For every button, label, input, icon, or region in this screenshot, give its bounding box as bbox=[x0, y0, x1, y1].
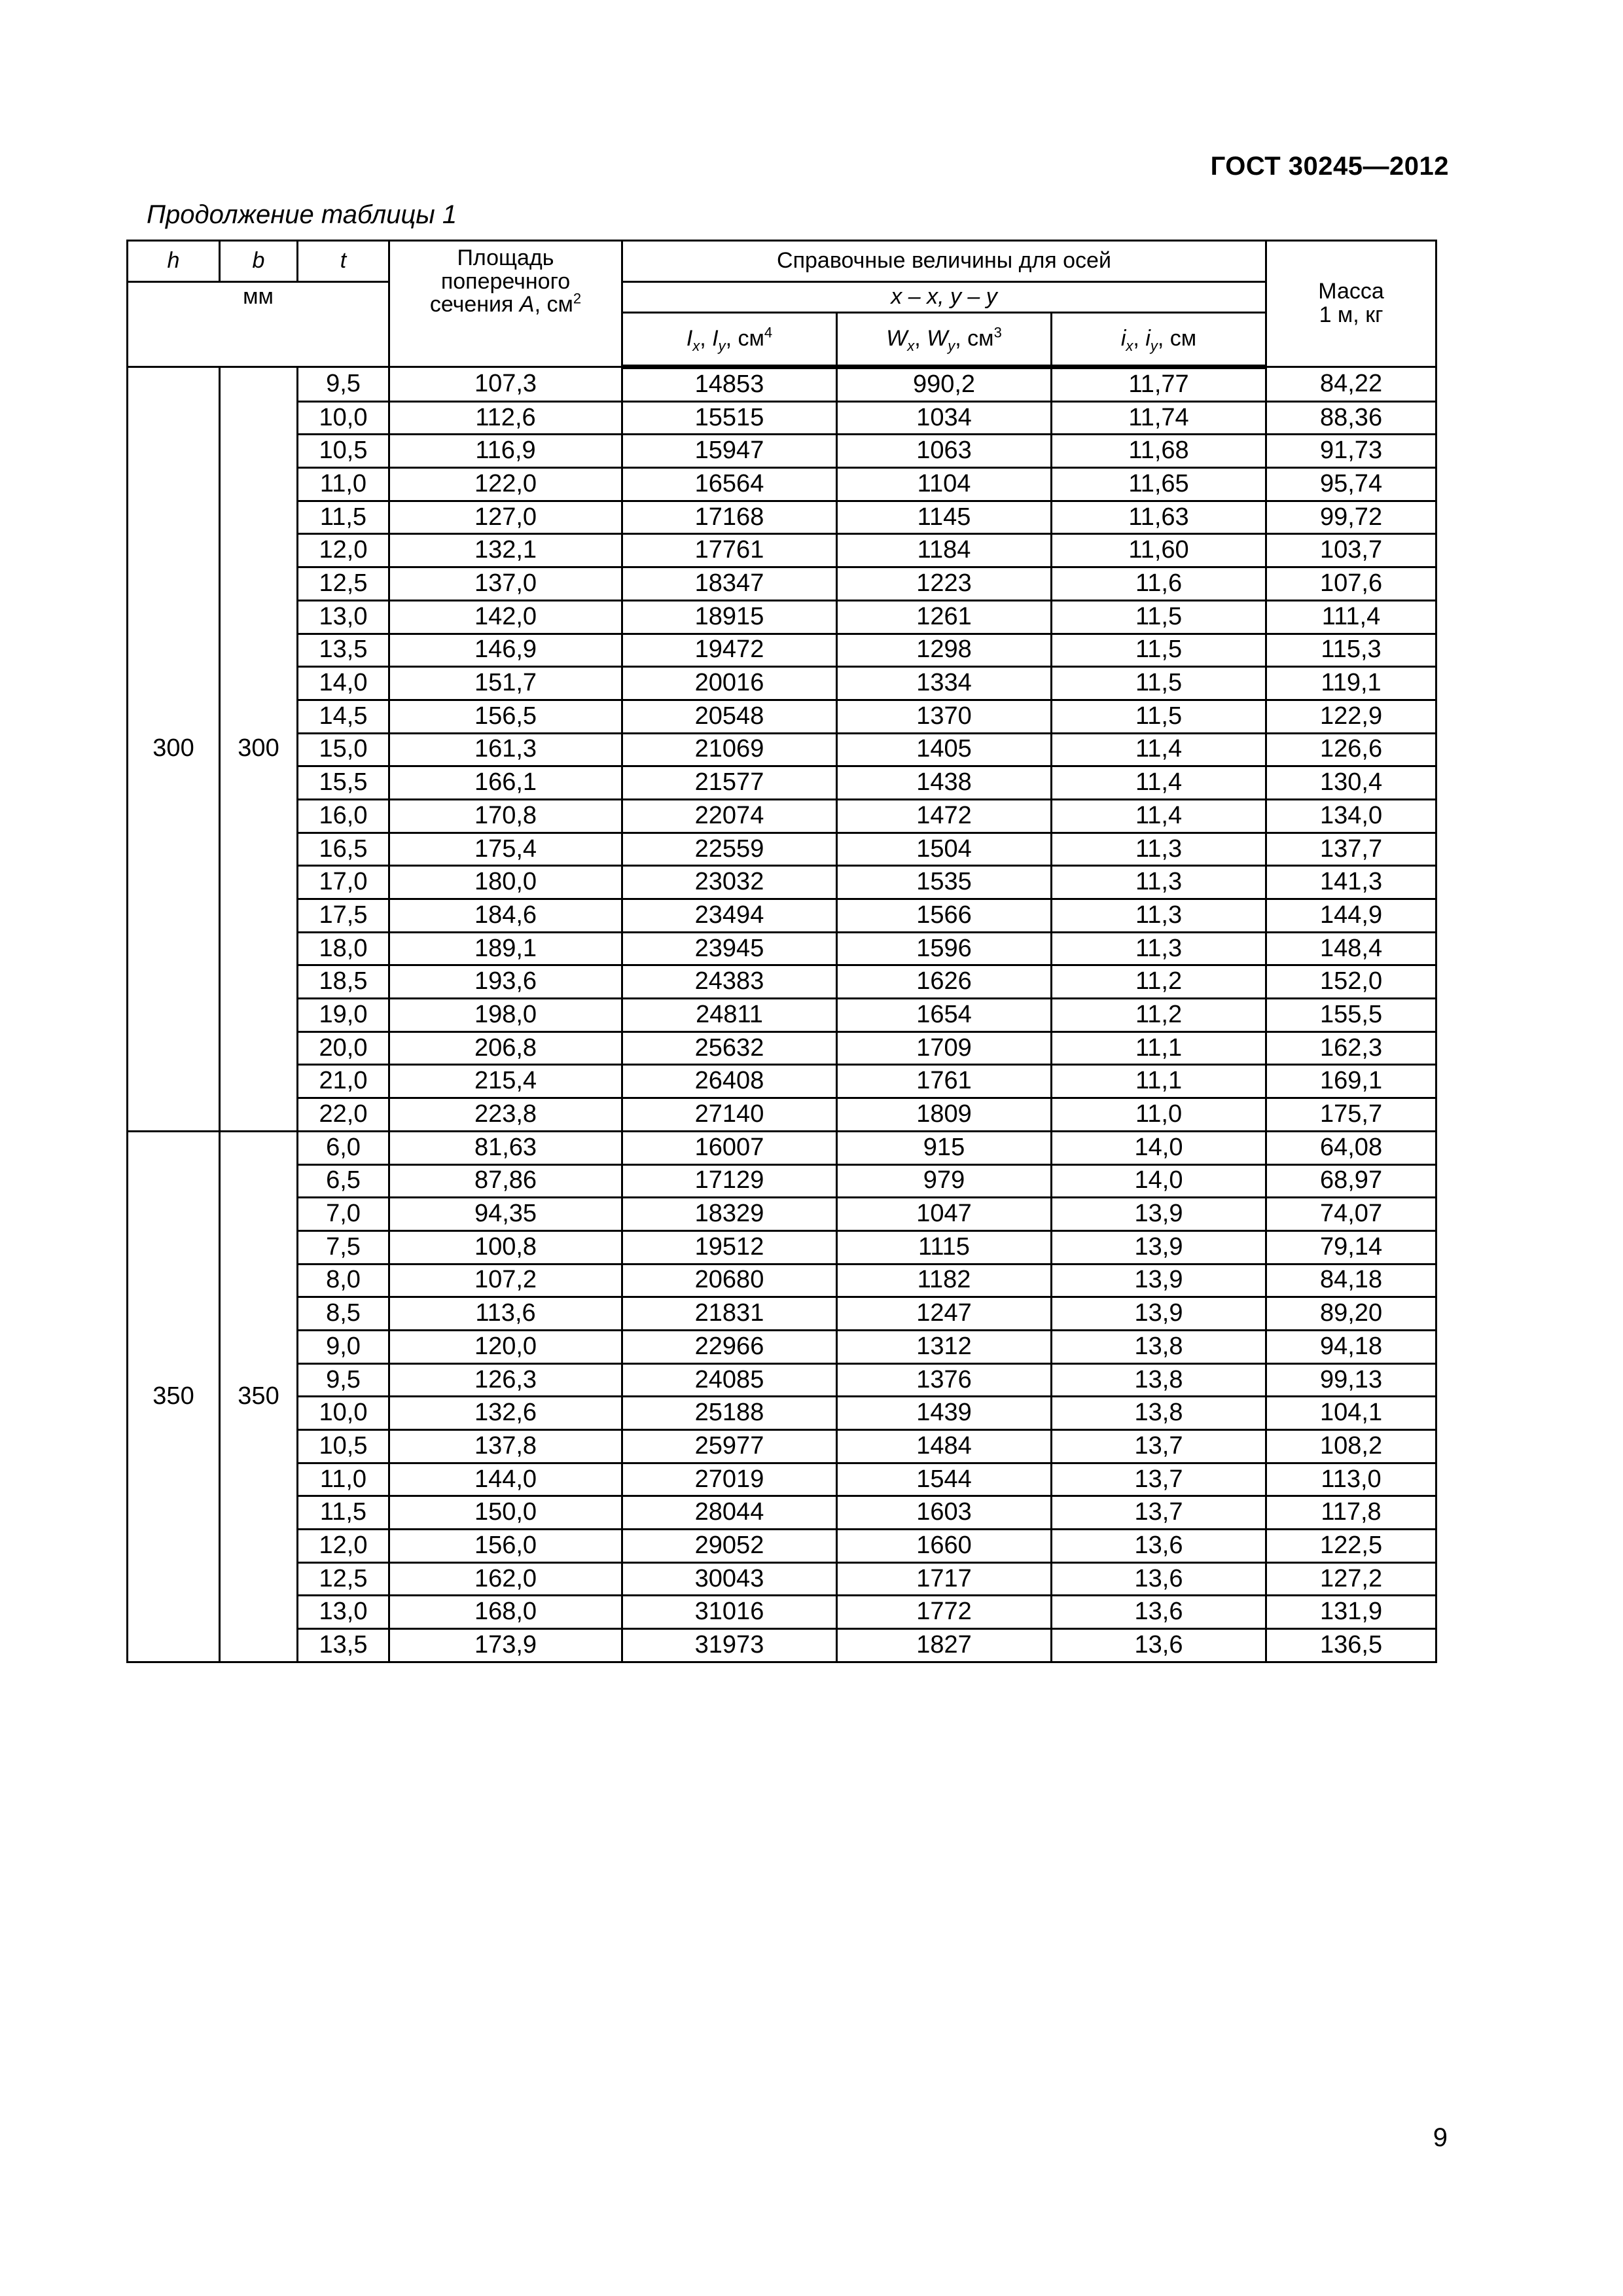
cell-radius: 11,5 bbox=[1052, 700, 1266, 733]
cell-mass: 64,08 bbox=[1266, 1131, 1436, 1164]
cell-area: 170,8 bbox=[389, 799, 622, 833]
cell-area: 180,0 bbox=[389, 866, 622, 899]
cell-area: 150,0 bbox=[389, 1496, 622, 1530]
cell-inertia: 17168 bbox=[622, 501, 837, 534]
cell-modulus: 1145 bbox=[837, 501, 1052, 534]
table-row bbox=[128, 1065, 1436, 1098]
cell-area: 156,0 bbox=[389, 1530, 622, 1563]
cell-modulus: 979 bbox=[837, 1164, 1052, 1198]
table-row bbox=[128, 999, 1436, 1032]
cell-t: 16,5 bbox=[298, 833, 389, 866]
cell-inertia: 18329 bbox=[622, 1198, 837, 1231]
cell-radius: 14,0 bbox=[1052, 1164, 1266, 1198]
cell-mass: 108,2 bbox=[1266, 1430, 1436, 1463]
table-header bbox=[128, 241, 1436, 367]
cell-mass: 113,0 bbox=[1266, 1463, 1436, 1496]
cell-t: 19,0 bbox=[298, 999, 389, 1032]
cell-radius: 11,60 bbox=[1052, 534, 1266, 567]
cell-t: 11,5 bbox=[298, 1496, 389, 1530]
cell-modulus: 1034 bbox=[837, 401, 1052, 435]
cell-mass: 148,4 bbox=[1266, 932, 1436, 965]
cell-mass: 122,9 bbox=[1266, 700, 1436, 733]
cell-area: 137,0 bbox=[389, 567, 622, 601]
cell-radius: 11,4 bbox=[1052, 799, 1266, 833]
cell-t: 12,0 bbox=[298, 534, 389, 567]
cell-inertia: 25977 bbox=[622, 1430, 837, 1463]
table-row bbox=[128, 932, 1436, 965]
cell-radius: 11,5 bbox=[1052, 634, 1266, 667]
table-row bbox=[128, 600, 1436, 634]
cell-mass: 130,4 bbox=[1266, 766, 1436, 800]
cell-inertia: 28044 bbox=[622, 1496, 837, 1530]
cell-t: 17,0 bbox=[298, 866, 389, 899]
cell-t: 17,5 bbox=[298, 899, 389, 933]
cell-mass: 137,7 bbox=[1266, 833, 1436, 866]
header-area bbox=[389, 241, 622, 367]
cell-t: 11,0 bbox=[298, 1463, 389, 1496]
cell-modulus: 1603 bbox=[837, 1496, 1052, 1530]
cell-modulus: 1376 bbox=[837, 1363, 1052, 1397]
cell-modulus: 1544 bbox=[837, 1463, 1052, 1496]
header-area-line2: поперечного bbox=[440, 268, 571, 294]
header-h: h bbox=[128, 241, 220, 282]
cell-t: 9,5 bbox=[298, 1363, 389, 1397]
cell-area: 137,8 bbox=[389, 1430, 622, 1463]
cell-area: 223,8 bbox=[389, 1098, 622, 1132]
cell-t: 11,5 bbox=[298, 501, 389, 534]
cell-radius: 11,68 bbox=[1052, 435, 1266, 468]
header-mass-line2: 1 м, кг bbox=[1319, 302, 1383, 327]
header-area-line3: сечения A, $см^2$ bbox=[429, 291, 582, 317]
cell-area: 175,4 bbox=[389, 833, 622, 866]
cell-mass: 104,1 bbox=[1266, 1397, 1436, 1430]
cell-area: 132,1 bbox=[389, 534, 622, 567]
cell-inertia: 21577 bbox=[622, 766, 837, 800]
cell-inertia: 26408 bbox=[622, 1065, 837, 1098]
header-axes: x – x, y – y bbox=[622, 282, 1266, 313]
table-row bbox=[128, 1264, 1436, 1297]
cell-inertia: 27140 bbox=[622, 1098, 837, 1132]
cell-modulus: 1654 bbox=[837, 999, 1052, 1032]
header-mass bbox=[1266, 241, 1436, 367]
cell-modulus: 1626 bbox=[837, 965, 1052, 999]
cell-t: 10,5 bbox=[298, 435, 389, 468]
cell-inertia: 21831 bbox=[622, 1297, 837, 1331]
cell-radius: 13,6 bbox=[1052, 1629, 1266, 1662]
table-row bbox=[128, 833, 1436, 866]
table-row bbox=[128, 501, 1436, 534]
cell-radius: 11,2 bbox=[1052, 965, 1266, 999]
cell-area: 215,4 bbox=[389, 1065, 622, 1098]
cell-area: 162,0 bbox=[389, 1562, 622, 1596]
table-row bbox=[128, 567, 1436, 601]
cell-modulus: 1223 bbox=[837, 567, 1052, 601]
table-row bbox=[128, 1198, 1436, 1231]
cell-radius: 13,6 bbox=[1052, 1562, 1266, 1596]
cell-area: 142,0 bbox=[389, 600, 622, 634]
cell-mass: 99,13 bbox=[1266, 1363, 1436, 1397]
cell-inertia: 20680 bbox=[622, 1264, 837, 1297]
cell-modulus: 1370 bbox=[837, 700, 1052, 733]
table-row bbox=[128, 401, 1436, 435]
cell-radius: 11,4 bbox=[1052, 766, 1266, 800]
cell-t: 15,0 bbox=[298, 733, 389, 766]
header-section-modulus: $W_x$, $W_y$, $см^3$ bbox=[837, 313, 1052, 367]
cell-mass: 103,7 bbox=[1266, 534, 1436, 567]
cell-t: 10,0 bbox=[298, 1397, 389, 1430]
cell-modulus: 1717 bbox=[837, 1562, 1052, 1596]
cell-modulus: 1772 bbox=[837, 1596, 1052, 1629]
cell-t: 10,5 bbox=[298, 1430, 389, 1463]
cell-inertia: 23032 bbox=[622, 866, 837, 899]
cell-b: 350 bbox=[220, 1131, 298, 1662]
header-b: b bbox=[220, 241, 298, 282]
cell-mass: 117,8 bbox=[1266, 1496, 1436, 1530]
cell-modulus: 1334 bbox=[837, 667, 1052, 700]
cell-mass: 175,7 bbox=[1266, 1098, 1436, 1132]
cell-mass: 68,97 bbox=[1266, 1164, 1436, 1198]
cell-modulus: 1439 bbox=[837, 1397, 1052, 1430]
cell-t: 12,5 bbox=[298, 1562, 389, 1596]
cell-radius: 11,1 bbox=[1052, 1065, 1266, 1098]
table-row bbox=[128, 1397, 1436, 1430]
table-row bbox=[128, 468, 1436, 501]
cell-t: 18,0 bbox=[298, 932, 389, 965]
cell-mass: 89,20 bbox=[1266, 1297, 1436, 1331]
cell-area: 94,35 bbox=[389, 1198, 622, 1231]
cell-radius: 14,0 bbox=[1052, 1131, 1266, 1164]
cell-inertia: 24383 bbox=[622, 965, 837, 999]
cell-inertia: 25188 bbox=[622, 1397, 837, 1430]
cell-mass: 141,3 bbox=[1266, 866, 1436, 899]
table-caption: Продолжение таблицы 1 bbox=[147, 200, 457, 229]
table-row bbox=[128, 1430, 1436, 1463]
cell-area: 87,86 bbox=[389, 1164, 622, 1198]
table-row bbox=[128, 1530, 1436, 1563]
header-mass-line1: Масса bbox=[1318, 279, 1384, 304]
cell-t: 18,5 bbox=[298, 965, 389, 999]
cell-modulus: 1660 bbox=[837, 1530, 1052, 1563]
table-row bbox=[128, 866, 1436, 899]
cell-area: 173,9 bbox=[389, 1629, 622, 1662]
table-row bbox=[128, 1297, 1436, 1331]
cell-modulus: 1761 bbox=[837, 1065, 1052, 1098]
cell-t: 6,5 bbox=[298, 1164, 389, 1198]
cell-modulus: 1063 bbox=[837, 435, 1052, 468]
table-row bbox=[128, 1562, 1436, 1596]
cell-area: 198,0 bbox=[389, 999, 622, 1032]
cell-area: 120,0 bbox=[389, 1330, 622, 1363]
table-body bbox=[128, 367, 1436, 1662]
cell-inertia: 23945 bbox=[622, 932, 837, 965]
cell-area: 107,3 bbox=[389, 367, 622, 402]
cell-mass: 122,5 bbox=[1266, 1530, 1436, 1563]
table-row bbox=[128, 1330, 1436, 1363]
cell-mass: 94,18 bbox=[1266, 1330, 1436, 1363]
cell-modulus: 1827 bbox=[837, 1629, 1052, 1662]
cell-mass: 107,6 bbox=[1266, 567, 1436, 601]
cell-modulus: 1405 bbox=[837, 733, 1052, 766]
table-row bbox=[128, 634, 1436, 667]
table-row bbox=[128, 435, 1436, 468]
cell-modulus: 1247 bbox=[837, 1297, 1052, 1331]
cell-t: 14,0 bbox=[298, 667, 389, 700]
table-row bbox=[128, 733, 1436, 766]
cell-t: 8,0 bbox=[298, 1264, 389, 1297]
cell-t: 10,0 bbox=[298, 401, 389, 435]
cell-modulus: 1182 bbox=[837, 1264, 1052, 1297]
cell-inertia: 16564 bbox=[622, 468, 837, 501]
cell-area: 113,6 bbox=[389, 1297, 622, 1331]
cell-inertia: 15515 bbox=[622, 401, 837, 435]
cell-radius: 11,5 bbox=[1052, 600, 1266, 634]
cell-area: 146,9 bbox=[389, 634, 622, 667]
cell-t: 8,5 bbox=[298, 1297, 389, 1331]
cell-modulus: 1809 bbox=[837, 1098, 1052, 1132]
cell-radius: 13,7 bbox=[1052, 1430, 1266, 1463]
cell-t: 9,0 bbox=[298, 1330, 389, 1363]
cell-mass: 99,72 bbox=[1266, 501, 1436, 534]
cell-radius: 13,8 bbox=[1052, 1330, 1266, 1363]
cell-t: 22,0 bbox=[298, 1098, 389, 1132]
cell-area: 189,1 bbox=[389, 932, 622, 965]
profile-table bbox=[126, 240, 1437, 1663]
cell-modulus: 1596 bbox=[837, 932, 1052, 965]
cell-radius: 13,8 bbox=[1052, 1397, 1266, 1430]
cell-mass: 115,3 bbox=[1266, 634, 1436, 667]
table-row bbox=[128, 667, 1436, 700]
cell-modulus: 1312 bbox=[837, 1330, 1052, 1363]
cell-t: 15,5 bbox=[298, 766, 389, 800]
cell-inertia: 21069 bbox=[622, 733, 837, 766]
cell-mass: 126,6 bbox=[1266, 733, 1436, 766]
cell-h: 300 bbox=[128, 367, 220, 1132]
cell-area: 144,0 bbox=[389, 1463, 622, 1496]
cell-mass: 162,3 bbox=[1266, 1031, 1436, 1065]
cell-t: 21,0 bbox=[298, 1065, 389, 1098]
cell-radius: 11,4 bbox=[1052, 733, 1266, 766]
cell-inertia: 19512 bbox=[622, 1230, 837, 1264]
cell-inertia: 24811 bbox=[622, 999, 837, 1032]
cell-h: 350 bbox=[128, 1131, 220, 1662]
cell-t: 13,5 bbox=[298, 634, 389, 667]
cell-radius: 13,6 bbox=[1052, 1530, 1266, 1563]
cell-t: 16,0 bbox=[298, 799, 389, 833]
cell-t: 12,0 bbox=[298, 1530, 389, 1563]
cell-modulus: 1535 bbox=[837, 866, 1052, 899]
cell-inertia: 27019 bbox=[622, 1463, 837, 1496]
cell-inertia: 24085 bbox=[622, 1363, 837, 1397]
cell-mass: 79,14 bbox=[1266, 1230, 1436, 1264]
cell-inertia: 19472 bbox=[622, 634, 837, 667]
cell-radius: 13,9 bbox=[1052, 1198, 1266, 1231]
cell-area: 100,8 bbox=[389, 1230, 622, 1264]
cell-modulus: 1504 bbox=[837, 833, 1052, 866]
cell-radius: 13,7 bbox=[1052, 1463, 1266, 1496]
table-row bbox=[128, 1098, 1436, 1132]
table-row bbox=[128, 965, 1436, 999]
cell-area: 107,2 bbox=[389, 1264, 622, 1297]
cell-t: 7,0 bbox=[298, 1198, 389, 1231]
cell-radius: 13,6 bbox=[1052, 1596, 1266, 1629]
cell-t: 6,0 bbox=[298, 1131, 389, 1164]
cell-modulus: 1709 bbox=[837, 1031, 1052, 1065]
cell-radius: 13,7 bbox=[1052, 1496, 1266, 1530]
cell-t: 20,0 bbox=[298, 1031, 389, 1065]
cell-mass: 152,0 bbox=[1266, 965, 1436, 999]
cell-radius: 11,74 bbox=[1052, 401, 1266, 435]
cell-area: 127,0 bbox=[389, 501, 622, 534]
cell-mass: 95,74 bbox=[1266, 468, 1436, 501]
cell-mass: 88,36 bbox=[1266, 401, 1436, 435]
cell-modulus: 1298 bbox=[837, 634, 1052, 667]
cell-radius: 11,6 bbox=[1052, 567, 1266, 601]
cell-t: 7,5 bbox=[298, 1230, 389, 1264]
cell-t: 13,0 bbox=[298, 1596, 389, 1629]
table-row bbox=[128, 1629, 1436, 1662]
cell-b: 300 bbox=[220, 367, 298, 1132]
table-row bbox=[128, 534, 1436, 567]
cell-radius: 11,0 bbox=[1052, 1098, 1266, 1132]
cell-t: 12,5 bbox=[298, 567, 389, 601]
cell-inertia: 18915 bbox=[622, 600, 837, 634]
cell-mass: 131,9 bbox=[1266, 1596, 1436, 1629]
header-area-line1: Площадь bbox=[457, 245, 554, 270]
cell-mass: 91,73 bbox=[1266, 435, 1436, 468]
cell-modulus: 1438 bbox=[837, 766, 1052, 800]
table-row bbox=[128, 1031, 1436, 1065]
cell-mass: 136,5 bbox=[1266, 1629, 1436, 1662]
cell-area: 206,8 bbox=[389, 1031, 622, 1065]
cell-mass: 155,5 bbox=[1266, 999, 1436, 1032]
cell-inertia: 22966 bbox=[622, 1330, 837, 1363]
cell-area: 116,9 bbox=[389, 435, 622, 468]
cell-inertia: 22074 bbox=[622, 799, 837, 833]
cell-modulus: 1261 bbox=[837, 600, 1052, 634]
cell-modulus: 1184 bbox=[837, 534, 1052, 567]
cell-modulus: 1472 bbox=[837, 799, 1052, 833]
cell-inertia: 15947 bbox=[622, 435, 837, 468]
cell-radius: 13,9 bbox=[1052, 1264, 1266, 1297]
cell-modulus: 1047 bbox=[837, 1198, 1052, 1231]
cell-inertia: 16007 bbox=[622, 1131, 837, 1164]
cell-inertia: 17129 bbox=[622, 1164, 837, 1198]
cell-mass: 74,07 bbox=[1266, 1198, 1436, 1231]
cell-radius: 11,3 bbox=[1052, 899, 1266, 933]
cell-inertia: 20016 bbox=[622, 667, 837, 700]
cell-area: 156,5 bbox=[389, 700, 622, 733]
cell-area: 184,6 bbox=[389, 899, 622, 933]
cell-radius: 13,9 bbox=[1052, 1230, 1266, 1264]
page-number: 9 bbox=[1433, 2123, 1448, 2152]
cell-inertia: 23494 bbox=[622, 899, 837, 933]
cell-modulus: 1484 bbox=[837, 1430, 1052, 1463]
cell-inertia: 17761 bbox=[622, 534, 837, 567]
cell-area: 161,3 bbox=[389, 733, 622, 766]
table-row bbox=[128, 899, 1436, 933]
cell-mass: 134,0 bbox=[1266, 799, 1436, 833]
cell-t: 13,5 bbox=[298, 1629, 389, 1662]
cell-modulus: 990,2 bbox=[837, 367, 1052, 402]
cell-t: 9,5 bbox=[298, 367, 389, 402]
cell-modulus: 1115 bbox=[837, 1230, 1052, 1264]
table-row bbox=[128, 766, 1436, 800]
cell-t: 14,5 bbox=[298, 700, 389, 733]
cell-inertia: 25632 bbox=[622, 1031, 837, 1065]
cell-area: 122,0 bbox=[389, 468, 622, 501]
cell-radius: 11,3 bbox=[1052, 932, 1266, 965]
cell-area: 168,0 bbox=[389, 1596, 622, 1629]
cell-modulus: 1104 bbox=[837, 468, 1052, 501]
header-moment-of-inertia: $I_x$, $I_y$, $см^4$ bbox=[622, 313, 837, 367]
table-row bbox=[128, 1596, 1436, 1629]
cell-area: 166,1 bbox=[389, 766, 622, 800]
cell-radius: 11,63 bbox=[1052, 501, 1266, 534]
table-row bbox=[128, 700, 1436, 733]
cell-radius: 11,5 bbox=[1052, 667, 1266, 700]
cell-mass: 169,1 bbox=[1266, 1065, 1436, 1098]
cell-radius: 11,65 bbox=[1052, 468, 1266, 501]
cell-radius: 13,8 bbox=[1052, 1363, 1266, 1397]
header-units: мм bbox=[128, 282, 389, 367]
cell-mass: 144,9 bbox=[1266, 899, 1436, 933]
cell-inertia: 29052 bbox=[622, 1530, 837, 1563]
cell-inertia: 31016 bbox=[622, 1596, 837, 1629]
cell-area: 193,6 bbox=[389, 965, 622, 999]
header-t: t bbox=[298, 241, 389, 282]
cell-radius: 11,3 bbox=[1052, 866, 1266, 899]
cell-area: 81,63 bbox=[389, 1131, 622, 1164]
cell-inertia: 20548 bbox=[622, 700, 837, 733]
header-radius-of-gyration: $i_x$, $i_y$, см bbox=[1052, 313, 1266, 367]
cell-radius: 11,2 bbox=[1052, 999, 1266, 1032]
table-row bbox=[128, 1164, 1436, 1198]
table-row bbox=[128, 1496, 1436, 1530]
cell-mass: 84,18 bbox=[1266, 1264, 1436, 1297]
cell-radius: 11,1 bbox=[1052, 1031, 1266, 1065]
table-row bbox=[128, 799, 1436, 833]
cell-inertia: 18347 bbox=[622, 567, 837, 601]
cell-mass: 84,22 bbox=[1266, 367, 1436, 402]
cell-radius: 13,9 bbox=[1052, 1297, 1266, 1331]
cell-mass: 127,2 bbox=[1266, 1562, 1436, 1596]
cell-inertia: 22559 bbox=[622, 833, 837, 866]
cell-modulus: 1566 bbox=[837, 899, 1052, 933]
table-row bbox=[128, 1131, 1436, 1164]
cell-modulus: 915 bbox=[837, 1131, 1052, 1164]
table-row bbox=[128, 1230, 1436, 1264]
cell-t: 11,0 bbox=[298, 468, 389, 501]
cell-inertia: 14853 bbox=[622, 367, 837, 402]
cell-radius: 11,77 bbox=[1052, 367, 1266, 402]
table-row bbox=[128, 1463, 1436, 1496]
cell-area: 112,6 bbox=[389, 401, 622, 435]
cell-t: 13,0 bbox=[298, 600, 389, 634]
cell-inertia: 30043 bbox=[622, 1562, 837, 1596]
table-row bbox=[128, 367, 1436, 402]
cell-mass: 111,4 bbox=[1266, 600, 1436, 634]
document-code: ГОСТ 30245—2012 bbox=[1210, 152, 1449, 181]
header-ref-values: Справочные величины для осей bbox=[622, 241, 1266, 282]
cell-mass: 119,1 bbox=[1266, 667, 1436, 700]
cell-area: 126,3 bbox=[389, 1363, 622, 1397]
cell-area: 151,7 bbox=[389, 667, 622, 700]
cell-inertia: 31973 bbox=[622, 1629, 837, 1662]
cell-radius: 11,3 bbox=[1052, 833, 1266, 866]
cell-area: 132,6 bbox=[389, 1397, 622, 1430]
table-row bbox=[128, 1363, 1436, 1397]
